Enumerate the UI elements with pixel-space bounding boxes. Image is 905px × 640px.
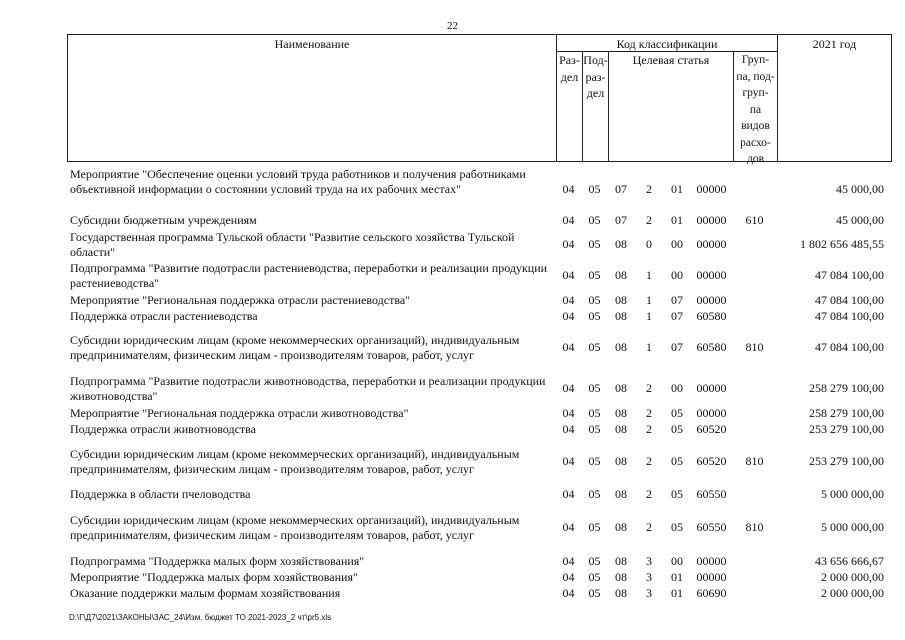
row-code-c4: 2 — [646, 487, 652, 501]
row-code-c4: 2 — [646, 406, 652, 420]
row-name: Субсидии бюджетным учреждениям — [70, 213, 257, 227]
row-code-c1: 04 — [562, 487, 575, 501]
row-name: Субсидии юридическим лицам (кроме некоммерческих организаций), индивидуальным предпринимателям, физическим лицам - производителям товаров, работ, услуг — [70, 513, 520, 542]
row-code-c5: 00 — [671, 268, 683, 282]
table-row — [67, 309, 892, 324]
row-code-c6: 00000 — [696, 554, 727, 568]
table-row — [67, 333, 892, 363]
table-row — [67, 586, 892, 601]
row-name: Подпрограмма "Развитие подотрасли животноводства, переработки и реализации продукции животноводства" — [70, 374, 546, 403]
row-code-c2: 05 — [588, 182, 601, 196]
row-code-c3: 08 — [615, 586, 627, 600]
row-code-c6: 60580 — [696, 309, 727, 323]
row-code-c5: 05 — [671, 520, 683, 534]
row-code-c3: 08 — [615, 268, 627, 282]
row-code-c6: 00000 — [696, 406, 727, 420]
row-code-c6: 00000 — [696, 381, 727, 395]
row-name: Мероприятие "Поддержка малых форм хозяйствования" — [70, 570, 358, 584]
row-code-c4: 2 — [646, 213, 652, 227]
row-amount: 2 000 000,00 — [821, 586, 884, 600]
row-code-c1: 04 — [562, 554, 575, 568]
row-amount: 47 084 100,00 — [815, 309, 884, 323]
row-code-c5: 01 — [671, 570, 683, 584]
row-code-c6: 60520 — [696, 454, 727, 468]
table-row — [67, 406, 892, 421]
table-row — [67, 374, 892, 404]
row-code-c4: 0 — [646, 237, 652, 251]
header-name: Наименование — [274, 37, 350, 51]
row-code-c5: 07 — [671, 309, 683, 323]
row-code-c2: 05 — [588, 422, 601, 436]
row-name: Мероприятие "Региональная поддержка отрасли животноводства" — [70, 406, 409, 420]
row-code-c4: 2 — [646, 422, 652, 436]
row-name: Подпрограмма "Поддержка малых форм хозяйствования" — [70, 554, 365, 568]
row-amount: 45 000,00 — [836, 182, 884, 196]
row-code-c3: 08 — [615, 487, 627, 501]
row-code-c2: 05 — [588, 487, 601, 501]
header-razdel: Раз- дел — [559, 53, 580, 84]
row-code-grp: 810 — [745, 520, 764, 534]
header-code-group: Код классификации — [616, 37, 718, 51]
row-name: Субсидии юридическим лицам (кроме некоммерческих организаций), индивидуальным предпринимателям, физическим лицам - производителям товаров, работ, услуг — [70, 333, 520, 362]
row-code-c3: 07 — [615, 213, 627, 227]
row-code-c5: 05 — [671, 487, 683, 501]
row-amount: 5 000 000,00 — [821, 487, 884, 501]
row-code-c4: 1 — [646, 293, 652, 307]
row-code-c1: 04 — [562, 268, 575, 282]
row-amount: 253 279 100,00 — [809, 454, 884, 468]
row-code-c4: 1 — [646, 309, 652, 323]
row-code-c4: 3 — [646, 586, 652, 600]
row-amount: 45 000,00 — [836, 213, 884, 227]
row-code-c2: 05 — [588, 586, 601, 600]
row-code-c3: 08 — [615, 520, 627, 534]
row-code-c2: 05 — [588, 554, 601, 568]
table-row — [67, 447, 892, 477]
row-code-c1: 04 — [562, 237, 575, 251]
row-code-c6: 00000 — [696, 182, 727, 196]
row-code-c4: 3 — [646, 570, 652, 584]
footer-file-path: D:\Г\Д7\2021\ЗАКОНЫ\ЗАС_24\Изм. бюджет ТО 2021-2023_2 чт\pr5.xls — [69, 613, 332, 622]
table-header — [67, 34, 892, 165]
row-amount: 2 000 000,00 — [821, 570, 884, 584]
row-code-grp: 810 — [745, 340, 764, 354]
row-code-c4: 3 — [646, 554, 652, 568]
table-row — [67, 513, 892, 543]
row-code-c5: 05 — [671, 454, 683, 468]
header-divider — [777, 35, 778, 162]
table-row — [67, 167, 892, 212]
row-code-c3: 08 — [615, 454, 627, 468]
row-name: Поддержка в области пчеловодства — [70, 487, 251, 501]
row-code-c2: 05 — [588, 268, 601, 282]
row-amount: 47 084 100,00 — [815, 268, 884, 282]
row-name: Подпрограмма "Развитие подотрасли растениеводства, переработки и реализации продукции растениеводства" — [70, 261, 548, 290]
table-row — [67, 213, 892, 230]
row-code-c5: 05 — [671, 422, 683, 436]
row-code-c5: 07 — [671, 293, 683, 307]
row-amount: 253 279 100,00 — [809, 422, 884, 436]
row-amount: 5 000 000,00 — [821, 520, 884, 534]
row-code-c5: 00 — [671, 554, 683, 568]
row-name: Субсидии юридическим лицам (кроме некоммерческих организаций), индивидуальным предпринимателям, физическим лицам - производителям товаров, работ, услуг — [70, 447, 520, 476]
row-name: Государственная программа Тульской области "Развитие сельского хозяйства Тульской области" — [70, 230, 515, 259]
table-row — [67, 422, 892, 437]
row-code-c1: 04 — [562, 340, 575, 354]
header-year: 2021 год — [812, 37, 857, 51]
row-code-c4: 2 — [646, 520, 652, 534]
row-code-c1: 04 — [562, 520, 575, 534]
row-code-c2: 05 — [588, 340, 601, 354]
row-code-c1: 04 — [562, 406, 575, 420]
row-name: Мероприятие "Обеспечение оценки условий труда работников и получения работниками объективной информации о состоянии условий труда на их рабочих местах" — [70, 167, 526, 196]
row-code-c3: 08 — [615, 340, 627, 354]
table-row — [67, 230, 892, 260]
table-row — [67, 293, 892, 308]
page-number: 22 — [447, 20, 458, 32]
row-code-c3: 08 — [615, 381, 627, 395]
table-row — [67, 261, 892, 291]
row-code-c6: 00000 — [696, 293, 727, 307]
row-code-c2: 05 — [588, 406, 601, 420]
row-code-c2: 05 — [588, 237, 601, 251]
row-code-c3: 08 — [615, 237, 627, 251]
row-amount: 43 656 666,67 — [815, 554, 884, 568]
row-code-c1: 04 — [562, 586, 575, 600]
row-amount: 47 084 100,00 — [815, 340, 884, 354]
table-row — [67, 570, 892, 585]
row-code-c4: 2 — [646, 182, 652, 196]
row-code-c1: 04 — [562, 182, 575, 196]
row-code-c3: 08 — [615, 406, 627, 420]
row-code-c5: 01 — [671, 182, 683, 196]
row-code-c2: 05 — [588, 454, 601, 468]
row-code-c2: 05 — [588, 381, 601, 395]
row-code-c2: 05 — [588, 570, 601, 584]
table-row — [67, 554, 892, 569]
row-code-grp: 610 — [745, 213, 764, 227]
row-code-c4: 1 — [646, 340, 652, 354]
row-code-c3: 08 — [615, 422, 627, 436]
row-code-c5: 01 — [671, 586, 683, 600]
row-code-c1: 04 — [562, 309, 575, 323]
row-code-c1: 04 — [562, 381, 575, 395]
row-code-c2: 05 — [588, 213, 601, 227]
row-code-c6: 60550 — [696, 487, 727, 501]
row-code-c6: 00000 — [696, 268, 727, 282]
row-amount: 1 802 656 485,55 — [800, 237, 884, 251]
row-code-c4: 1 — [646, 268, 652, 282]
row-code-c2: 05 — [588, 293, 601, 307]
row-code-c6: 00000 — [696, 213, 727, 227]
row-code-c4: 2 — [646, 454, 652, 468]
row-code-c2: 05 — [588, 520, 601, 534]
row-code-c3: 08 — [615, 309, 627, 323]
row-code-c5: 01 — [671, 213, 683, 227]
row-name: Мероприятие "Региональная поддержка отрасли растениеводства" — [70, 293, 411, 307]
row-code-c6: 00000 — [696, 570, 727, 584]
row-code-c1: 04 — [562, 293, 575, 307]
row-name: Оказание поддержки малым формам хозяйствования — [70, 586, 341, 600]
row-code-c3: 08 — [615, 554, 627, 568]
row-code-c5: 00 — [671, 381, 683, 395]
row-code-c2: 05 — [588, 309, 601, 323]
row-code-grp: 810 — [745, 454, 764, 468]
row-name: Поддержка отрасли животноводства — [70, 422, 256, 436]
row-code-c1: 04 — [562, 570, 575, 584]
row-code-c6: 60580 — [696, 340, 727, 354]
row-code-c3: 07 — [615, 182, 627, 196]
row-code-c1: 04 — [562, 213, 575, 227]
row-code-c6: 60550 — [696, 520, 727, 534]
row-amount: 258 279 100,00 — [809, 406, 884, 420]
row-name: Поддержка отрасли растениеводства — [70, 309, 258, 323]
row-code-c5: 00 — [671, 237, 683, 251]
row-code-c3: 08 — [615, 293, 627, 307]
row-code-c6: 00000 — [696, 237, 727, 251]
row-code-c3: 08 — [615, 570, 627, 584]
row-amount: 47 084 100,00 — [815, 293, 884, 307]
table-row — [67, 487, 892, 502]
row-amount: 258 279 100,00 — [809, 381, 884, 395]
header-target: Целевая статья — [632, 53, 710, 67]
row-code-c6: 60690 — [696, 586, 727, 600]
header-group: Груп- па, под- груп- па видов расхо- дов — [736, 54, 775, 165]
header-podrazdel: Под- раз- дел — [583, 53, 608, 100]
row-code-c1: 04 — [562, 454, 575, 468]
row-code-c6: 60520 — [696, 422, 727, 436]
row-code-c4: 2 — [646, 381, 652, 395]
row-code-c1: 04 — [562, 422, 575, 436]
row-code-c5: 07 — [671, 340, 683, 354]
row-code-c5: 05 — [671, 406, 683, 420]
